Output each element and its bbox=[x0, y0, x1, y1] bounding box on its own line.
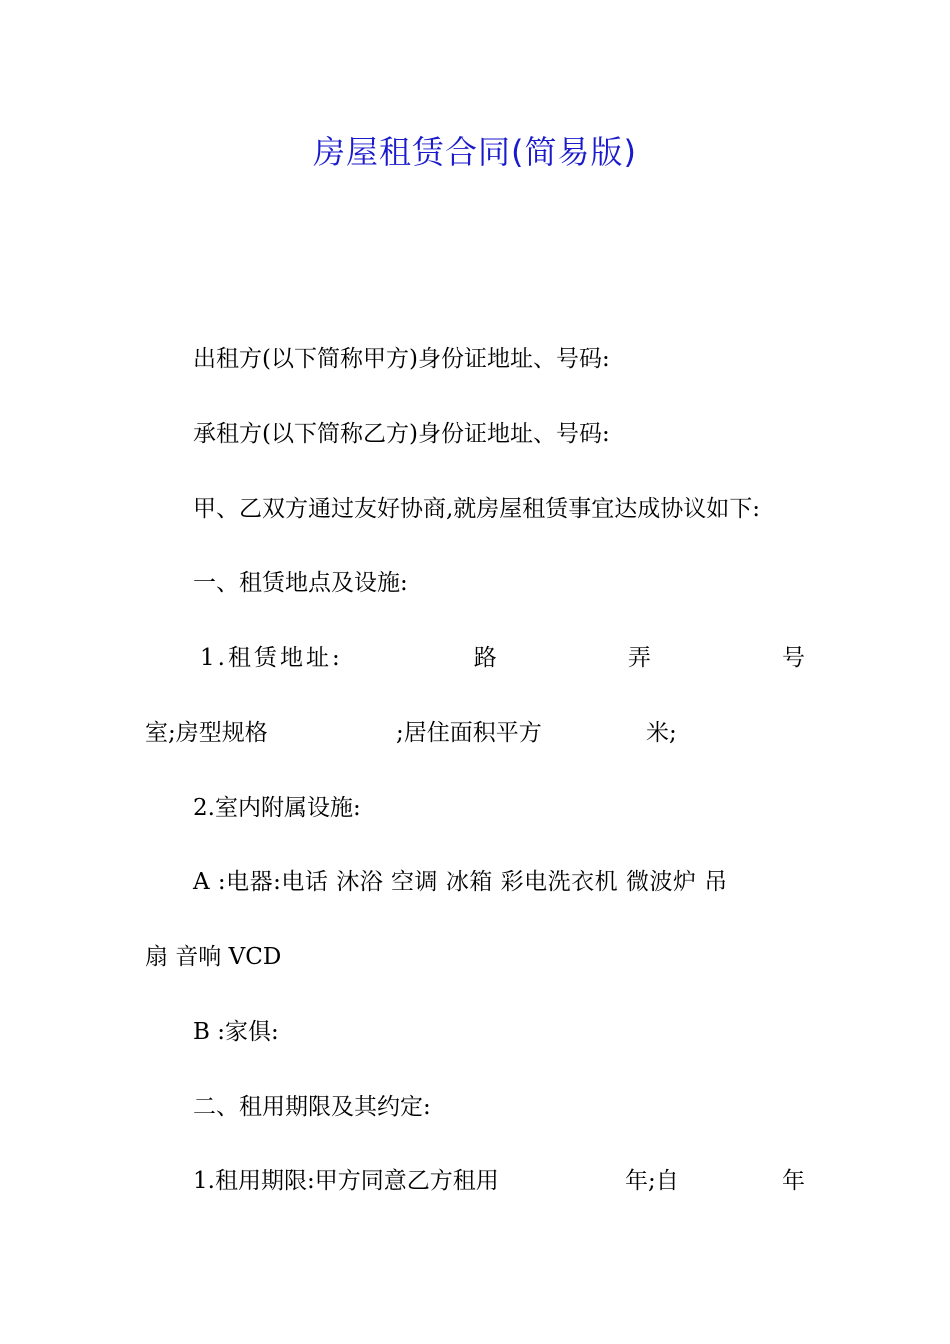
room-prefix: 室;房型规格 bbox=[145, 720, 268, 746]
address-label: 1.租赁地址: bbox=[200, 645, 343, 671]
section2-heading: 二、租用期限及其约定: bbox=[193, 1094, 431, 1120]
document-title: 房屋租赁合同(简易版) bbox=[313, 133, 637, 171]
room-area: ;居住面积平方 bbox=[396, 720, 542, 746]
lessor-line: 出租方(以下简称甲方)身份证地址、号码: bbox=[193, 346, 610, 372]
term-year: 年;自 bbox=[625, 1168, 679, 1194]
lessee-line: 承租方(以下简称乙方)身份证地址、号码: bbox=[193, 421, 610, 447]
term-year-2: 年 bbox=[782, 1168, 805, 1194]
furniture-line: B :家俱: bbox=[193, 1019, 279, 1045]
room-unit: 米; bbox=[646, 720, 677, 746]
facilities-label: 2.室内附属设施: bbox=[193, 795, 361, 821]
address-line bbox=[200, 641, 805, 675]
agreement-line: 甲、乙双方通过友好协商,就房屋租赁事宜达成协议如下: bbox=[193, 496, 761, 522]
term-label: 1.租用期限:甲方同意乙方租用 bbox=[193, 1168, 499, 1194]
address-road: 路 bbox=[473, 645, 497, 671]
appliances-line-1: A :电器:电话 沐浴 空调 冰箱 彩电洗衣机 微波炉 吊 bbox=[193, 869, 728, 895]
section1-heading: 一、租赁地点及设施: bbox=[193, 570, 408, 596]
address-lane: 弄 bbox=[627, 645, 651, 671]
appliances-line-2: 扇 音响 VCD bbox=[145, 944, 282, 970]
address-number: 号 bbox=[781, 645, 805, 671]
